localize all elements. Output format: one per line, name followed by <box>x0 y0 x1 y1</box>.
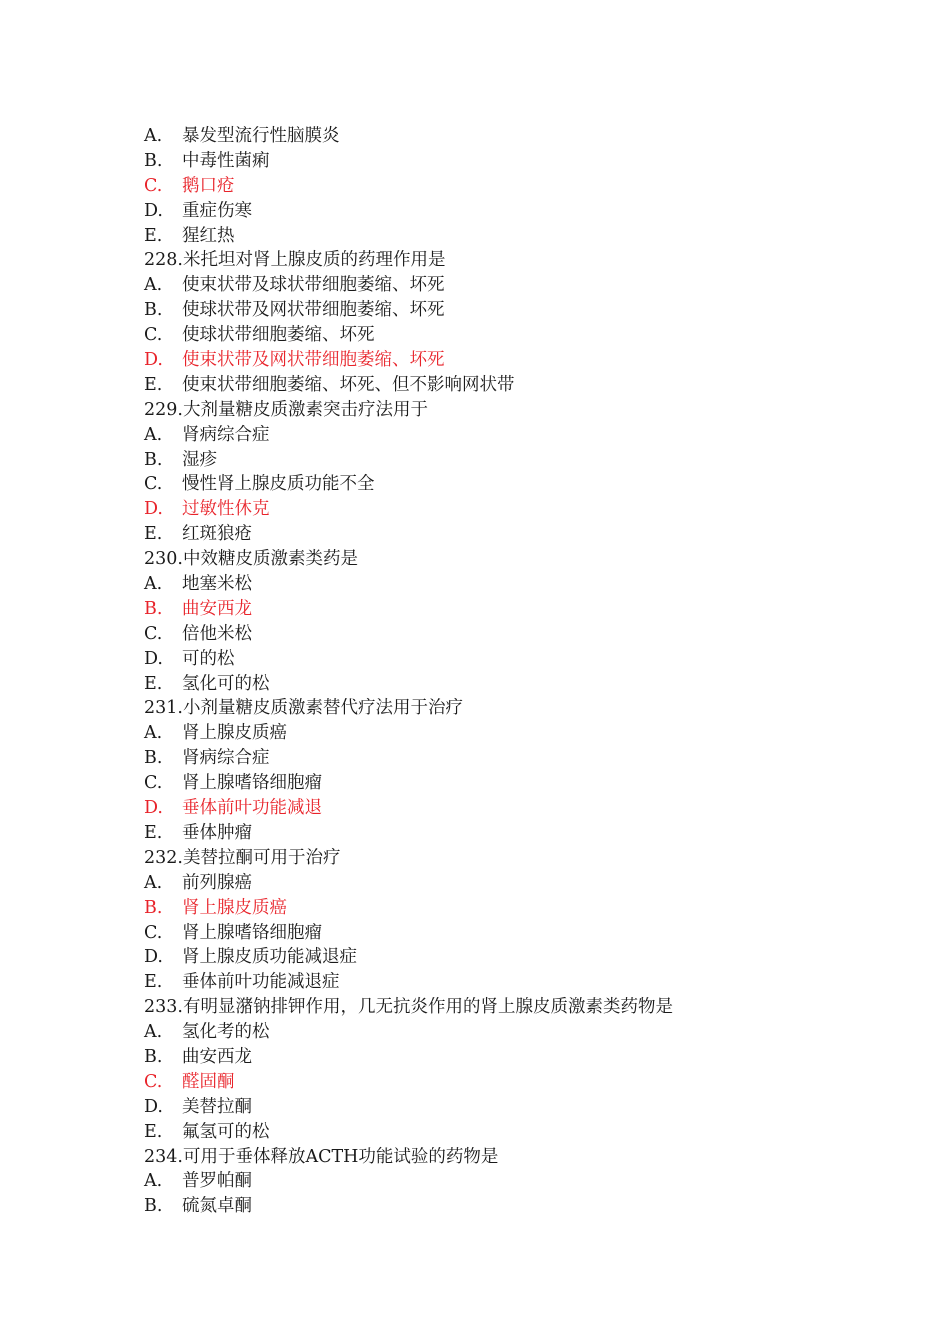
answer-option-correct <box>144 497 844 522</box>
option-letter: C. <box>144 773 163 794</box>
option-text: 肾上腺嗜铬细胞瘤 <box>182 773 322 794</box>
question-line <box>144 846 844 871</box>
option-text: 肾上腺皮质功能减退症 <box>182 947 357 968</box>
option-letter: C. <box>144 1071 163 1092</box>
option-text: 倍他米松 <box>182 623 252 644</box>
option-text: 曲安西龙 <box>182 1046 252 1067</box>
answer-option <box>144 771 844 796</box>
answer-option <box>144 149 844 174</box>
option-letter: E. <box>144 374 163 395</box>
answer-option-correct <box>144 348 844 373</box>
option-letter: B. <box>144 150 163 171</box>
option-letter: D. <box>144 1096 163 1117</box>
answer-option <box>144 273 844 298</box>
option-text: 硫氮卓酮 <box>182 1196 252 1217</box>
option-letter: B. <box>144 1196 163 1217</box>
option-text: 地塞米松 <box>182 574 252 595</box>
option-text: 使束状带细胞萎缩、坏死、但不影响网状带 <box>182 374 515 395</box>
question-number: 232. <box>144 847 183 868</box>
option-text: 垂体前叶功能减退 <box>182 798 322 819</box>
option-letter: A. <box>144 1171 163 1192</box>
option-text: 前列腺癌 <box>182 872 252 893</box>
answer-option <box>144 1169 844 1194</box>
option-letter: A. <box>144 723 163 744</box>
option-letter: B. <box>144 748 163 769</box>
answer-option <box>144 423 844 448</box>
answer-option <box>144 622 844 647</box>
question-number: 228. <box>144 250 183 271</box>
answer-option <box>144 224 844 249</box>
option-letter: E. <box>144 225 163 246</box>
option-letter: C. <box>144 175 163 196</box>
option-letter: D. <box>144 798 163 819</box>
answer-option-correct <box>144 174 844 199</box>
option-letter: C. <box>144 623 163 644</box>
option-letter: C. <box>144 922 163 943</box>
option-text: 氢化考的松 <box>182 1022 270 1043</box>
option-letter: E. <box>144 1121 163 1142</box>
answer-option <box>144 821 844 846</box>
answer-option <box>144 871 844 896</box>
answer-option <box>144 323 844 348</box>
question-number: 233. <box>144 997 183 1018</box>
answer-option <box>144 522 844 547</box>
option-text: 普罗帕酮 <box>182 1171 252 1192</box>
option-letter: E. <box>144 822 163 843</box>
option-text: 使球状带细胞萎缩、坏死 <box>182 325 375 346</box>
question-text: 美替拉酮可用于治疗 <box>182 847 341 868</box>
option-text: 使球状带及网状带细胞萎缩、坏死 <box>182 300 445 321</box>
option-text: 中毒性菌痢 <box>182 150 270 171</box>
option-text: 鹅口疮 <box>182 175 235 196</box>
question-number: 234. <box>144 1146 183 1167</box>
answer-option <box>144 746 844 771</box>
answer-option <box>144 448 844 473</box>
option-text: 肾上腺皮质癌 <box>182 723 287 744</box>
answer-option <box>144 1020 844 1045</box>
answer-option <box>144 921 844 946</box>
option-letter: D. <box>144 499 163 520</box>
answer-option <box>144 647 844 672</box>
answer-option <box>144 572 844 597</box>
option-letter: E. <box>144 673 163 694</box>
option-letter: B. <box>144 449 163 470</box>
option-letter: A. <box>144 574 163 595</box>
option-text: 垂体前叶功能减退症 <box>182 972 340 993</box>
question-number: 229. <box>144 399 183 420</box>
answer-option-correct <box>144 796 844 821</box>
option-text: 暴发型流行性脑膜炎 <box>182 126 340 146</box>
question-text: 米托坦对肾上腺皮质的药理作用是 <box>182 250 446 271</box>
option-letter: A. <box>144 1022 163 1043</box>
answer-option <box>144 199 844 224</box>
option-text: 慢性肾上腺皮质功能不全 <box>182 474 375 495</box>
option-text: 垂体肿瘤 <box>182 822 252 843</box>
option-letter: B. <box>144 897 163 918</box>
option-letter: C. <box>144 325 163 346</box>
question-line <box>144 398 844 423</box>
answer-option <box>144 298 844 323</box>
answer-option <box>144 472 844 497</box>
option-letter: A. <box>144 424 163 445</box>
option-text: 使束状带及球状带细胞萎缩、坏死 <box>182 275 445 296</box>
option-text: 肾病综合症 <box>182 748 270 769</box>
question-text: 中效糖皮质激素类药是 <box>182 549 358 570</box>
question-text: 大剂量糖皮质激素突击疗法用于 <box>182 399 428 420</box>
option-letter: B. <box>144 300 163 321</box>
option-text: 重症伤寒 <box>182 200 252 221</box>
option-text: 湿疹 <box>182 449 217 470</box>
option-letter: E. <box>144 524 163 545</box>
question-line <box>144 547 844 572</box>
option-text: 红斑狼疮 <box>182 524 252 545</box>
answer-option <box>144 721 844 746</box>
option-letter: D. <box>144 648 163 669</box>
option-text: 氢化可的松 <box>182 673 270 694</box>
option-text: 曲安西龙 <box>182 598 252 619</box>
option-letter: B. <box>144 598 163 619</box>
option-letter: E. <box>144 972 163 993</box>
question-line <box>144 1145 844 1170</box>
answer-option <box>144 970 844 995</box>
question-text: 小剂量糖皮质激素替代疗法用于治疗 <box>182 698 463 719</box>
question-line <box>144 995 844 1020</box>
question-text: 可用于垂体释放ACTH功能试验的药物是 <box>182 1146 499 1167</box>
option-text: 过敏性休克 <box>182 499 270 520</box>
option-text: 美替拉酮 <box>182 1096 252 1117</box>
option-letter: D. <box>144 350 163 371</box>
answer-option-correct <box>144 896 844 921</box>
answer-option <box>144 124 844 149</box>
question-number: 230. <box>144 549 183 570</box>
answer-option <box>144 1095 844 1120</box>
question-line <box>144 248 844 273</box>
option-letter: D. <box>144 200 163 221</box>
answer-option <box>144 1045 844 1070</box>
answer-option-correct <box>144 597 844 622</box>
option-text: 肾上腺皮质癌 <box>182 897 287 918</box>
answer-option <box>144 1120 844 1145</box>
option-letter: A. <box>144 126 163 146</box>
answer-option <box>144 373 844 398</box>
question-line <box>144 696 844 721</box>
option-letter: A. <box>144 872 163 893</box>
option-letter: C. <box>144 474 163 495</box>
answer-option-correct <box>144 1070 844 1095</box>
option-letter: A. <box>144 275 163 296</box>
option-letter: B. <box>144 1046 163 1067</box>
question-number: 231. <box>144 698 183 719</box>
option-text: 可的松 <box>182 648 235 669</box>
option-text: 肾上腺嗜铬细胞瘤 <box>182 922 322 943</box>
document-page <box>144 124 844 1219</box>
option-text: 氟氢可的松 <box>182 1121 270 1142</box>
answer-option <box>144 945 844 970</box>
answer-option <box>144 1194 844 1219</box>
answer-option <box>144 672 844 697</box>
option-text: 猩红热 <box>182 225 235 246</box>
question-text: 有明显潴钠排钾作用，几无抗炎作用的肾上腺皮质激素类药物是 <box>182 997 673 1018</box>
option-text: 肾病综合症 <box>182 424 270 445</box>
option-text: 醛固酮 <box>182 1071 235 1092</box>
option-text: 使束状带及网状带细胞萎缩、坏死 <box>182 350 445 371</box>
option-letter: D. <box>144 947 163 968</box>
